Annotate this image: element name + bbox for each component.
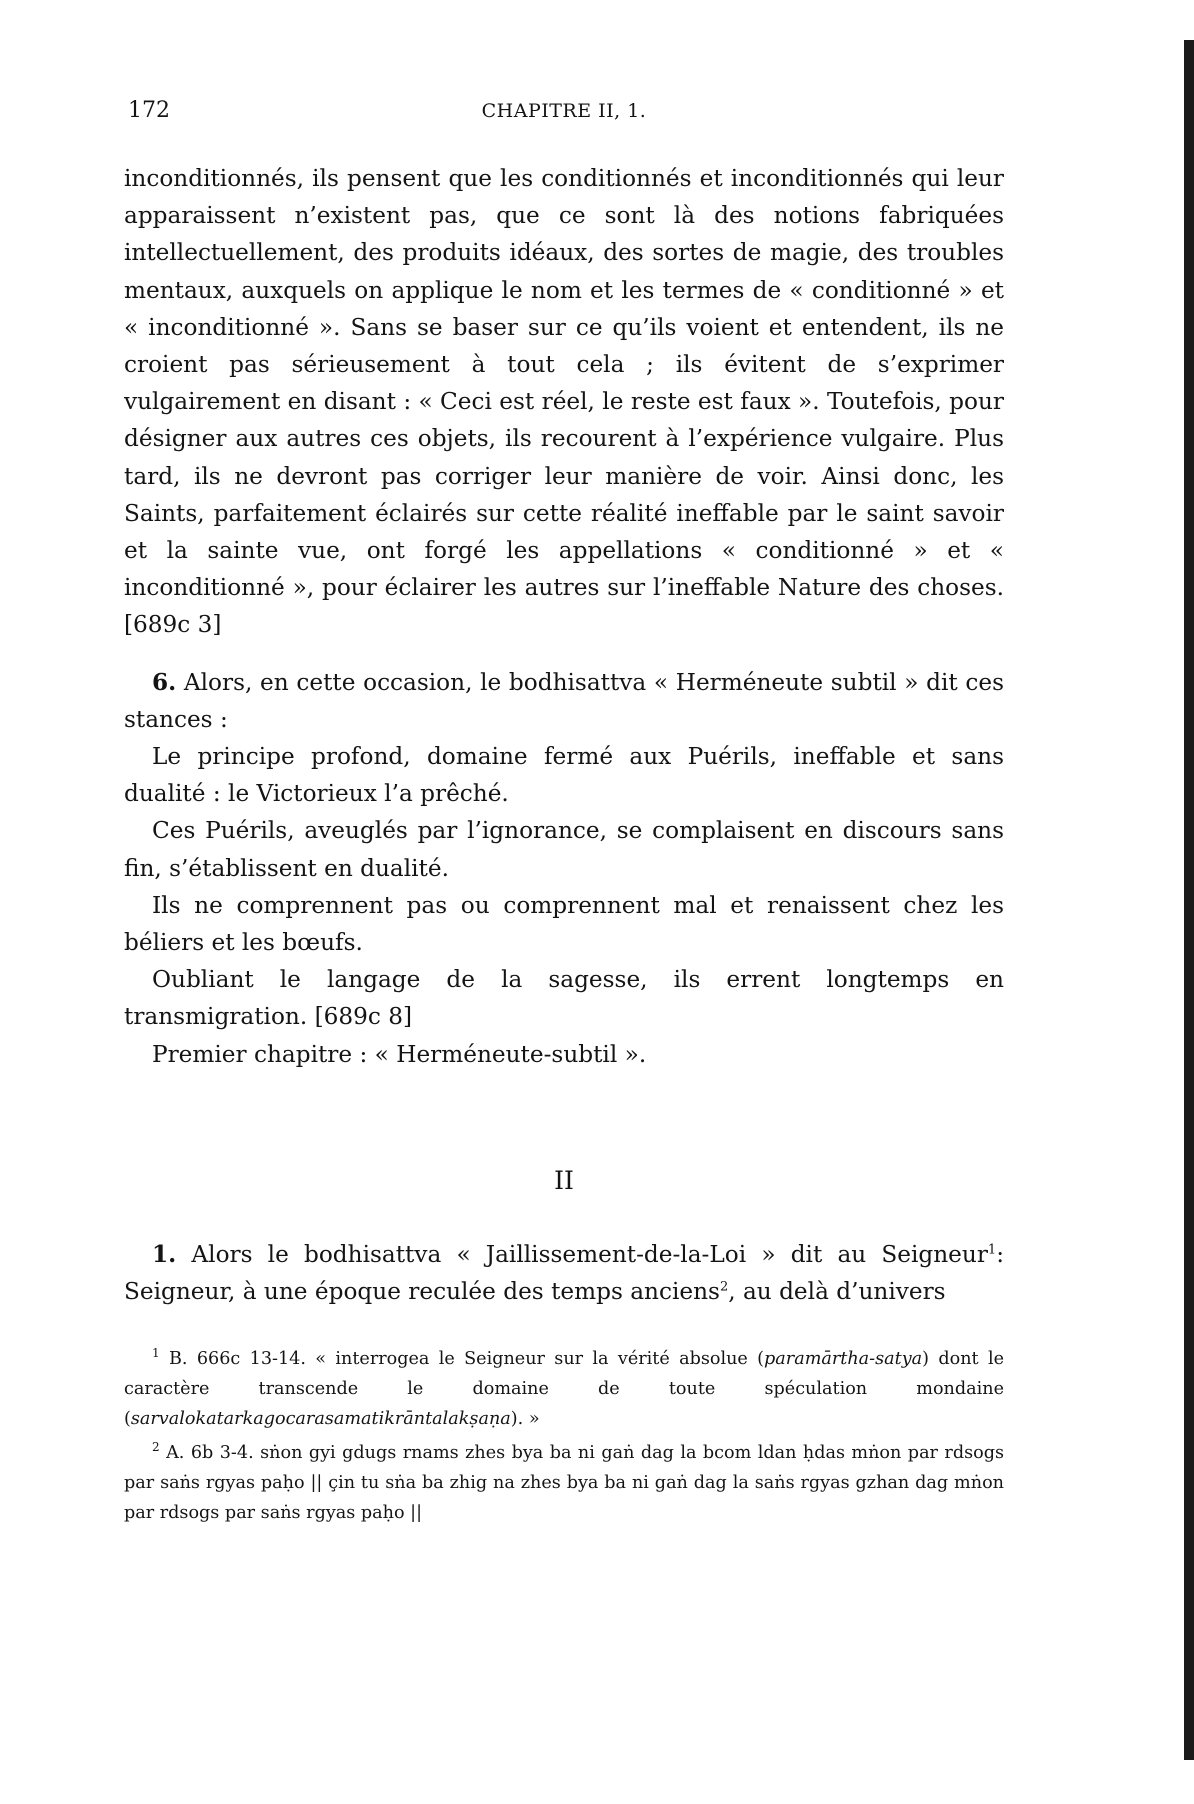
page-header [124, 98, 1004, 134]
section-intro: Alors, en cette occasion, le bodhisattva « Herméneute subtil » dit ces stances : [124, 668, 1004, 733]
footnote-2 [124, 1438, 1004, 1528]
main-text [124, 160, 1004, 1073]
paragraph-text-a: Alors le bodhisattva « Jaillissement-de-la-Loi » dit au Seigneur [191, 1241, 988, 1268]
paragraph-continued: inconditionnés, ils pensent que les conditionnés et inconditionnés qui leur apparaissent n’existent pas, que ce sont là des notions fabriquées intellectuellement, des produits idéaux, des sortes de magie, des troubles mentaux, auxquels on applique le nom et les termes de « conditionné » et « inconditionné ». Sans se baser sur ce qu’ils voient et entendent, ils ne croient pas sérieusement à tout cela ; ils évitent de s’exprimer vulgairement en disant : « Ceci est réel, le reste est faux ». Toutefois, pour désigner aux autres ces objets, ils recourent à l’expérience vulgaire. Plus tard, ils ne devront pas corriger leur manière de voir. Ainsi donc, les Saints, parfaitement éclairés sur cette réalité ineffable par le saint savoir et la sainte vue, ont forgé les appellations « conditionné » et « inconditionné », pour éclairer les autres sur l’ineffable Nature des choses. [689c 3] [124, 165, 1004, 639]
footnote-marker: 2 [152, 1440, 160, 1455]
paragraph-text-c: , au delà d’univers [728, 1278, 946, 1306]
chapter-2-text [124, 1236, 1004, 1310]
footnote-source: B. 666c 13-14. [168, 1349, 306, 1369]
chapter-end-line: Premier chapitre : « Herméneute-subtil ». [152, 1040, 647, 1068]
footnote-1 [124, 1344, 1004, 1434]
section-number: 6. [152, 668, 177, 696]
paragraph-chapter-2-1 [124, 1236, 1004, 1310]
footnote-marker: 1 [152, 1346, 160, 1361]
footnote-text: ). » [510, 1409, 540, 1429]
footnote-italic: paramārtha-satya [764, 1349, 923, 1369]
running-title: CHAPITRE II, 1. [481, 100, 647, 122]
page-number: 172 [128, 98, 170, 123]
paragraph-text-b: : Seigneur, à une époque reculée des temps anciens [124, 1241, 1005, 1306]
paragraph-number: 1. [152, 1241, 177, 1268]
footnote-ref-2: 2 [719, 1279, 729, 1295]
verse-1: Le principe profond, domaine fermé aux Puérils, ineffable et sans dualité : le Victorieux l’a prêché. [124, 743, 1004, 808]
paragraph-section-6 [124, 664, 1004, 738]
footnote-ref-1: 1 [987, 1242, 997, 1258]
chapter-heading: II [554, 1166, 574, 1195]
verse-4: Oubliant le langage de la sagesse, ils errent longtemps en transmigration. [689c 8] [124, 966, 1004, 1031]
footnote-text: sṅon gyi gdugs rnams zhes bya ba ni gaṅ dag la bcom ldan ḥdas mṅon par rdsogs par saṅs rgyas paḥo || çin tu sṅa ba zhig na zhes bya ba ni gaṅ dag la saṅs rgyas gzhan dag mṅon par rdsogs par saṅs rgyas paḥo || [124, 1443, 1004, 1523]
footnote-source: A. 6b 3-4. [166, 1443, 254, 1463]
verse-2: Ces Puérils, aveuglés par l’ignorance, se complaisent en discours sans fin, s’établissent en dualité. [124, 817, 1004, 882]
footnote-italic: sarvalokatarkagocarasamatikrāntalakṣaṇa [130, 1409, 511, 1429]
verse-3: Ils ne comprennent pas ou comprennent mal et renaissent chez les béliers et les bœufs. [124, 891, 1004, 957]
footnote-text: ) dont le caractère transcende le domaine de toute spéculation mondaine ( [124, 1349, 1004, 1429]
footnotes [124, 1344, 1004, 1532]
footnote-text: « interrogea le Seigneur sur la vérité absolue ( [315, 1349, 765, 1369]
page-edge-shadow [1184, 40, 1194, 1760]
